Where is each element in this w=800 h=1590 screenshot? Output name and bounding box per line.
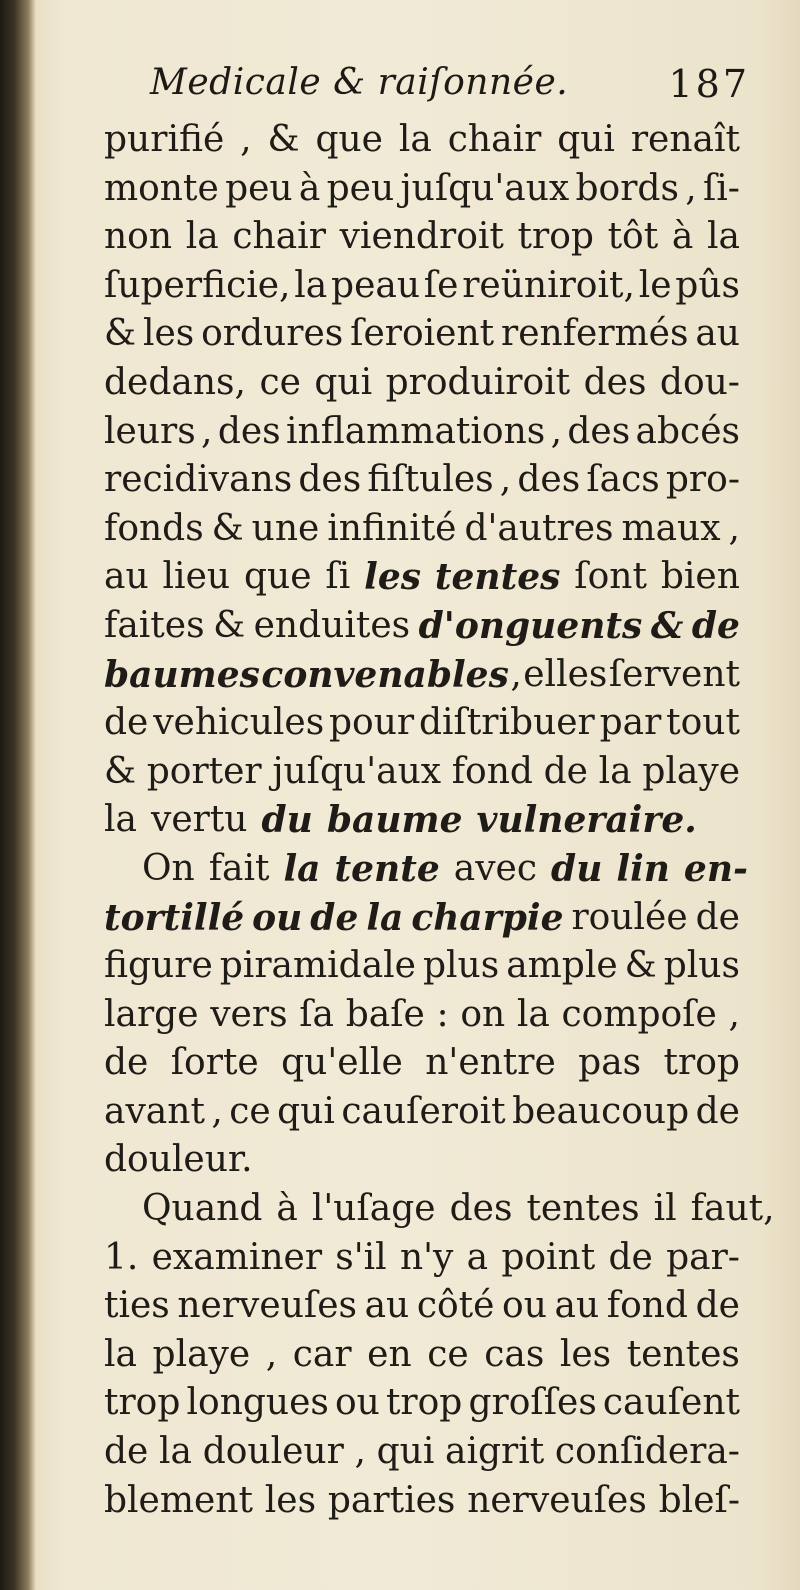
word: de [104, 1042, 149, 1084]
word: large [104, 993, 199, 1035]
word: faites [104, 604, 205, 646]
word: non [104, 216, 173, 258]
italic-word: baumes [104, 653, 260, 696]
word: au [104, 556, 149, 598]
word: vertu [150, 799, 248, 841]
word: & [104, 313, 137, 355]
word: peau [331, 264, 421, 306]
word: plus [422, 945, 500, 987]
word: de [695, 1090, 740, 1132]
word: qui [314, 361, 373, 403]
text-line [104, 1088, 740, 1137]
word: bien [660, 556, 740, 598]
text-line [104, 262, 740, 311]
word: reüniroit, [462, 264, 635, 306]
word: point [501, 1236, 596, 1278]
word: faut, [690, 1188, 775, 1230]
word: diſtribuer [418, 702, 595, 744]
word: ou [502, 1285, 547, 1327]
text-line [104, 1379, 740, 1428]
word: lieu [162, 556, 231, 598]
word: roulée [571, 896, 688, 938]
word: trop [663, 1042, 740, 1084]
word: fiſtules [367, 459, 494, 501]
word: infinité [327, 507, 457, 549]
word: d'autres [464, 507, 614, 549]
word: la [516, 993, 550, 1035]
word: au [695, 313, 740, 355]
word: trop [517, 216, 594, 258]
text-line [104, 796, 740, 845]
text-line [104, 165, 740, 214]
word: par [599, 702, 662, 744]
word: s'il [335, 1236, 387, 1278]
text-line [104, 310, 740, 359]
word: par- [666, 1236, 740, 1278]
word: produiroit [385, 361, 571, 403]
word: renaît [630, 119, 740, 160]
word: purifié [104, 119, 225, 160]
word: fond [451, 750, 533, 792]
word: peu [225, 167, 293, 209]
word: de [104, 1431, 149, 1473]
word: des [449, 1188, 513, 1230]
word: plus [663, 945, 740, 987]
text-line [104, 894, 740, 943]
word: la [104, 799, 137, 841]
word: playe [642, 750, 740, 792]
italic-word: convenables [261, 653, 509, 696]
word: inflammations [286, 410, 546, 452]
word: , [354, 1431, 366, 1473]
word: : [436, 993, 449, 1035]
word: ſorte [170, 1042, 259, 1084]
text-line [104, 651, 740, 700]
word: que [243, 556, 312, 598]
italic-word: la [366, 896, 404, 939]
word: pûs [675, 264, 740, 306]
word: & [624, 945, 657, 987]
word: n'entre [425, 1042, 556, 1084]
word: , [499, 459, 512, 501]
word: a [466, 1236, 489, 1278]
running-header [150, 62, 750, 112]
word: avec [453, 847, 538, 889]
book-spine-shadow [0, 0, 36, 1590]
body-text [104, 116, 775, 1525]
word: à [671, 216, 694, 258]
word: elles [523, 653, 608, 695]
word: avant [104, 1090, 205, 1132]
italic-word: charpie [411, 896, 564, 939]
word: côté [416, 1285, 495, 1327]
word: n'y [399, 1236, 454, 1278]
word: viendroit [339, 216, 504, 258]
word: tentes [626, 1333, 740, 1375]
word: maux [621, 507, 721, 549]
text-line [104, 1185, 775, 1234]
word: l'uſage [311, 1188, 436, 1230]
word: vers [210, 993, 288, 1035]
word: de [695, 896, 740, 938]
word: 1. [104, 1236, 139, 1278]
word: & [211, 507, 244, 549]
word: douleur [202, 1431, 344, 1473]
word: ſont [574, 556, 647, 598]
word: & [267, 119, 300, 160]
word: ſuperficie, [104, 264, 291, 306]
text-line [104, 1282, 740, 1331]
page-number: 187 [668, 62, 750, 106]
word: ſeroient [350, 313, 495, 355]
word: douleur. [104, 1139, 253, 1181]
text-line [104, 359, 740, 408]
word: le [638, 264, 672, 306]
word: , [728, 507, 740, 549]
word: nerveuſes [467, 1479, 647, 1521]
word: cas [484, 1333, 545, 1375]
italic-word: les [364, 556, 421, 599]
word: parties [327, 1479, 456, 1521]
word: renfermés [501, 313, 689, 355]
word: , [685, 167, 697, 209]
text-line [104, 116, 740, 165]
text-line [104, 1039, 740, 1088]
word: des [583, 361, 647, 403]
word: abcés [635, 410, 740, 452]
text-line [104, 602, 740, 651]
word: la [398, 119, 432, 160]
italic-word: tente [334, 847, 440, 890]
word: ſi [325, 556, 351, 598]
word: , [550, 410, 563, 452]
word: bords [575, 167, 679, 209]
word: trop [385, 1382, 463, 1424]
italic-word: du [551, 847, 603, 890]
word: juſqu'aux [400, 167, 570, 209]
word: au [554, 1285, 600, 1327]
word: On [142, 847, 195, 889]
word: chair [232, 216, 326, 258]
word: Quand [142, 1188, 263, 1230]
word: trop [104, 1382, 181, 1424]
italic-word: d'onguents [418, 604, 643, 647]
word: , [201, 410, 213, 452]
word: de [695, 1285, 740, 1327]
word: pro- [665, 459, 740, 501]
word: qui [277, 1090, 335, 1132]
word: & [104, 750, 137, 792]
running-title: Medicale & raiſonnée. [150, 62, 569, 103]
word: de [104, 702, 149, 744]
word: au [364, 1285, 410, 1327]
word: la [294, 264, 328, 306]
word: baſe [345, 993, 425, 1035]
word: pour [329, 702, 415, 744]
word: peu [326, 167, 395, 209]
text-line [104, 699, 740, 748]
word: & [213, 604, 246, 646]
word: à [276, 1188, 298, 1230]
word: ſa [299, 993, 335, 1035]
text-line [104, 1234, 740, 1283]
italic-word: & [650, 604, 684, 647]
word: ce [229, 1090, 271, 1132]
text-line [104, 845, 748, 894]
word: compoſe [561, 993, 717, 1035]
word: la [707, 216, 740, 258]
word: la [185, 216, 219, 258]
word: tentes [526, 1188, 640, 1230]
word: leurs [104, 410, 196, 452]
word: , [240, 119, 252, 160]
word: aigrit [445, 1431, 545, 1473]
word: la [159, 1431, 193, 1473]
word: longues [186, 1382, 329, 1424]
word: blement [104, 1479, 253, 1521]
word: groſſes [468, 1382, 597, 1424]
word: que [315, 119, 383, 160]
italic-word: en- [683, 847, 748, 890]
text-line [104, 991, 740, 1040]
italic-word: tentes [434, 556, 561, 599]
word: les [264, 1479, 317, 1521]
word: des [217, 410, 281, 452]
word: car [292, 1333, 352, 1375]
word: il [653, 1188, 677, 1230]
text-line [104, 213, 740, 262]
word: enduites [253, 604, 411, 646]
italic-word: tortillé [104, 896, 245, 939]
text-line [104, 456, 740, 505]
text-line [104, 553, 740, 602]
word: une [251, 507, 320, 549]
word: ordures [201, 313, 344, 355]
word: tout [666, 702, 740, 744]
word: à [298, 167, 321, 209]
word: bleſ- [658, 1479, 740, 1521]
word: pas [578, 1042, 642, 1084]
text-line [104, 748, 740, 797]
word: cauſeroit [341, 1090, 506, 1132]
word: ſervent [608, 653, 740, 695]
word: tôt [607, 216, 659, 258]
text-line [104, 505, 740, 554]
text-line [104, 408, 740, 457]
word: on [460, 993, 506, 1035]
word: , [510, 653, 522, 695]
word: les [559, 1333, 612, 1375]
text-line [104, 1477, 740, 1526]
italic-word: de [310, 896, 359, 939]
italic-word: de [691, 604, 740, 647]
text-line [104, 942, 740, 991]
word: ce [259, 361, 301, 403]
word: playe [152, 1333, 251, 1375]
text-line [104, 1428, 740, 1477]
word: fait [208, 847, 270, 889]
word: porter [146, 750, 262, 792]
italic-word: du [261, 799, 313, 842]
italic-word: ou [252, 896, 303, 939]
word: ſe [423, 264, 459, 306]
word: , [728, 993, 740, 1035]
word: vehicules [153, 702, 325, 744]
word: en [367, 1333, 412, 1375]
italic-word: la [283, 847, 321, 890]
text-line [104, 1331, 740, 1380]
word: des [567, 410, 631, 452]
word: dedans, [104, 361, 246, 403]
text-line [104, 1136, 740, 1185]
word: de [608, 1236, 653, 1278]
italic-word: vulneraire. [476, 799, 697, 842]
word: fonds [104, 507, 204, 549]
word: ties [104, 1285, 170, 1327]
word: qui [557, 119, 615, 160]
word: qui [376, 1431, 435, 1473]
word: la [598, 750, 632, 792]
word: recidivans [104, 459, 293, 501]
word: juſqu'aux [272, 750, 442, 792]
word: les [142, 313, 195, 355]
word: ou [334, 1382, 380, 1424]
italic-word: lin [616, 847, 670, 890]
word: qu'elle [281, 1042, 403, 1084]
word: fond [606, 1285, 688, 1327]
word: ſi- [702, 167, 740, 209]
word: la [104, 1333, 137, 1375]
word: nerveuſes [177, 1285, 357, 1327]
word: des [517, 459, 581, 501]
word: piramidale [219, 945, 416, 987]
word: chair [447, 119, 542, 160]
word: de [543, 750, 588, 792]
word: examiner [151, 1236, 323, 1278]
word: beaucoup [512, 1090, 690, 1132]
word: des [298, 459, 362, 501]
word: cauſent [602, 1382, 740, 1424]
word: dou- [659, 361, 740, 403]
word: monte [104, 167, 219, 209]
italic-word: baume [326, 799, 463, 842]
word: , [265, 1333, 278, 1375]
word: ſacs [586, 459, 660, 501]
word: conſidera- [554, 1431, 740, 1473]
word: , [211, 1090, 223, 1132]
word: figure [104, 945, 213, 987]
word: ce [427, 1333, 469, 1375]
word: ample [506, 945, 618, 987]
